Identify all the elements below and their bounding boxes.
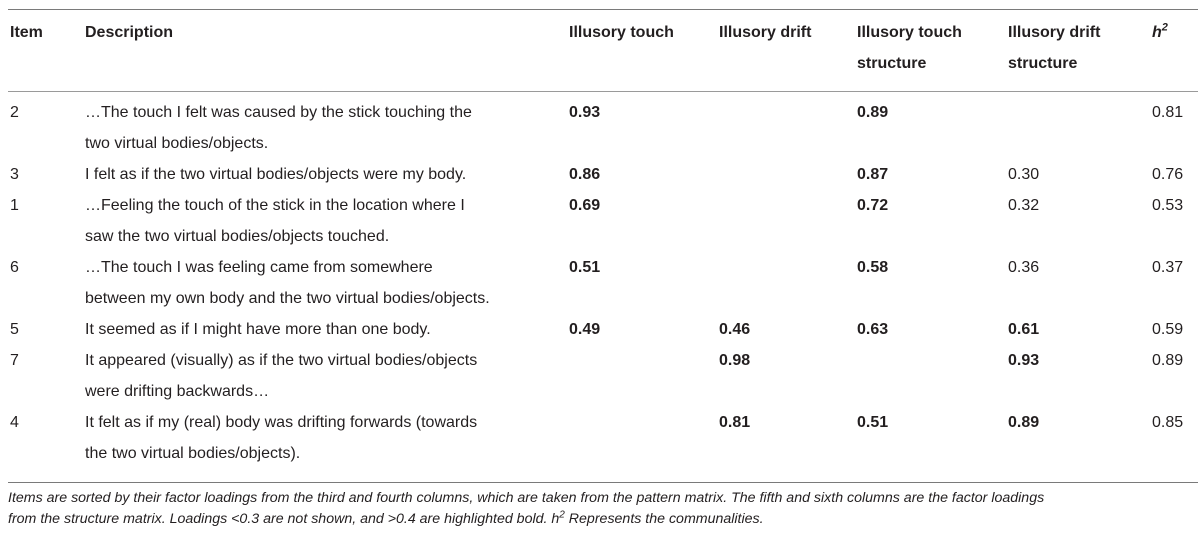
row-description-line2: saw the two virtual bodies/objects touched. (85, 228, 390, 245)
header-drift-structure-line1: Illusory drift (1008, 24, 1101, 41)
footnote-line2 (8, 509, 1196, 530)
row-drift-loading: 0.98 (719, 352, 751, 369)
header-communality-sup: 2 (1161, 21, 1168, 34)
row-drift-structure-loading: 0.93 (1008, 352, 1040, 369)
row-communality: 0.76 (1152, 166, 1184, 183)
row-item: 6 (10, 259, 19, 276)
header-item: Item (10, 24, 43, 41)
row-description-line1: It seemed as if I might have more than one body. (85, 321, 431, 338)
row-touch-structure-loading: 0.87 (857, 166, 889, 183)
row-description-line2: were drifting backwards… (85, 383, 270, 400)
footnote-line2-part2: Represents the communalities. (564, 511, 764, 527)
row-item: 3 (10, 166, 19, 183)
row-item: 2 (10, 104, 19, 121)
row-touch-loading: 0.93 (569, 104, 601, 121)
row-touch-loading: 0.69 (569, 197, 601, 214)
row-touch-structure-loading: 0.63 (857, 321, 889, 338)
row-description-line1: …The touch I felt was caused by the stick touching the (85, 104, 472, 121)
row-description-line1: …Feeling the touch of the stick in the location where I (85, 197, 465, 214)
row-description-line2: between my own body and the two virtual bodies/objects. (85, 290, 490, 307)
row-drift-structure-loading: 0.89 (1008, 414, 1040, 431)
header-description: Description (85, 24, 174, 41)
row-communality: 0.37 (1152, 259, 1184, 276)
footnote-communality-sup: 2 (559, 509, 565, 521)
row-description-line1: …The touch I was feeling came from somewhere (85, 259, 433, 276)
row-item: 1 (10, 197, 19, 214)
row-description-line2: the two virtual bodies/objects). (85, 445, 301, 462)
row-drift-structure-loading: 0.30 (1008, 166, 1040, 183)
row-description-line2: two virtual bodies/objects. (85, 135, 269, 152)
row-communality: 0.81 (1152, 104, 1184, 121)
header-communality (1152, 17, 1168, 48)
footnote-line1: Items are sorted by their factor loadings from the third and fourth columns, which are taken from the pattern matrix. The fifth and sixth columns are the factor loadings (8, 490, 1045, 506)
header-touch-structure-line1: Illusory touch (857, 24, 962, 41)
header-drift-structure-line2: structure (1008, 55, 1078, 72)
row-communality: 0.59 (1152, 321, 1184, 338)
row-drift-structure-loading: 0.32 (1008, 197, 1040, 214)
row-communality: 0.53 (1152, 197, 1184, 214)
row-communality: 0.89 (1152, 352, 1184, 369)
row-drift-structure-loading: 0.36 (1008, 259, 1040, 276)
row-item: 4 (10, 414, 19, 431)
row-communality: 0.85 (1152, 414, 1184, 431)
row-touch-loading: 0.86 (569, 166, 601, 183)
header-touch-structure-line2: structure (857, 55, 927, 72)
row-touch-structure-loading: 0.58 (857, 259, 889, 276)
row-drift-loading: 0.46 (719, 321, 751, 338)
table-bottom-rule (8, 482, 1198, 483)
row-item: 7 (10, 352, 19, 369)
table-footnote (8, 488, 1196, 530)
header-illusory-touch: Illusory touch (569, 24, 674, 41)
row-touch-structure-loading: 0.89 (857, 104, 889, 121)
row-description-line1: It felt as if my (real) body was drifting forwards (towards (85, 414, 478, 431)
row-item: 5 (10, 321, 19, 338)
table-header-rule (8, 91, 1198, 92)
row-drift-structure-loading: 0.61 (1008, 321, 1040, 338)
header-illusory-drift: Illusory drift (719, 24, 812, 41)
row-touch-loading: 0.51 (569, 259, 601, 276)
row-description-line1: I felt as if the two virtual bodies/objects were my body. (85, 166, 467, 183)
row-touch-structure-loading: 0.72 (857, 197, 889, 214)
header-communality-base: h (1152, 24, 1162, 41)
table-top-rule (8, 9, 1198, 10)
row-description-line1: It appeared (visually) as if the two virtual bodies/objects (85, 352, 478, 369)
row-touch-structure-loading: 0.51 (857, 414, 889, 431)
row-touch-loading: 0.49 (569, 321, 601, 338)
footnote-communality-symbol: h (551, 511, 560, 527)
footnote-line2-part1: from the structure matrix. Loadings <0.3 are not shown, and >0.4 are highlighted bold. (8, 511, 552, 527)
row-drift-loading: 0.81 (719, 414, 751, 431)
